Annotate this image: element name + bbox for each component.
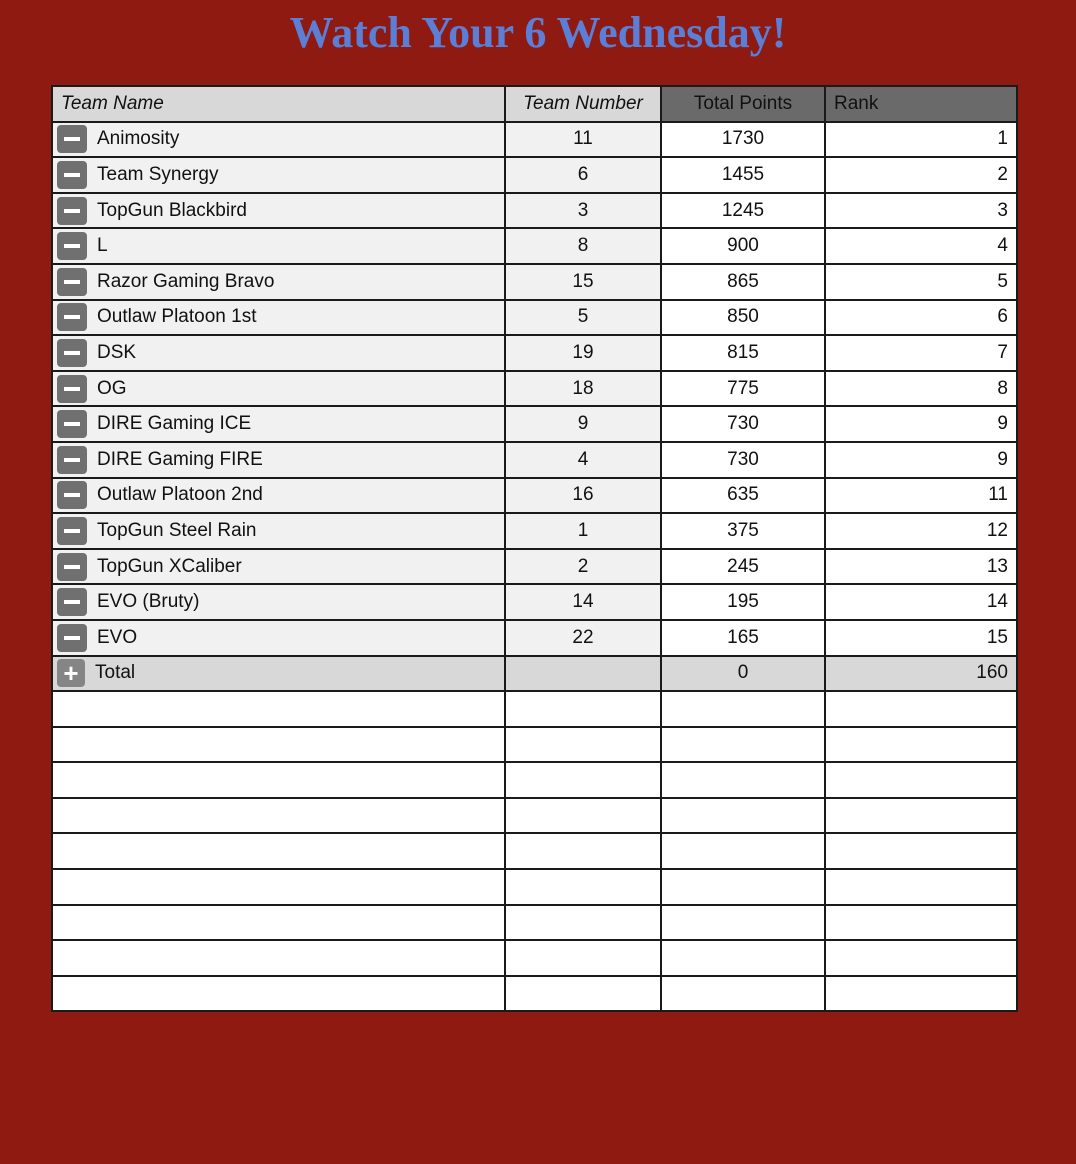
team-number-cell[interactable]: 18 — [505, 371, 661, 407]
team-name-wrap — [57, 553, 496, 581]
team-name-wrap — [57, 517, 496, 545]
total-points-cell[interactable]: 730 — [661, 406, 825, 442]
column-header-rank[interactable]: Rank — [825, 86, 1017, 122]
empty-cell[interactable] — [661, 691, 825, 727]
rank-cell[interactable]: 1 — [825, 122, 1017, 158]
team-name: L — [97, 235, 108, 257]
total-label: Total — [95, 662, 136, 684]
minus-icon-bar — [64, 493, 80, 497]
team-number-cell[interactable]: 16 — [505, 478, 661, 514]
empty-cell[interactable] — [52, 833, 505, 869]
team-name-cell[interactable] — [52, 549, 505, 585]
team-name-cell[interactable] — [52, 228, 505, 264]
table-row — [52, 478, 1017, 514]
team-name-wrap — [57, 268, 496, 296]
team-name-wrap — [57, 303, 496, 331]
team-name: TopGun Blackbird — [97, 199, 247, 221]
total-points-cell[interactable]: 195 — [661, 584, 825, 620]
total-points-cell[interactable]: 165 — [661, 620, 825, 656]
team-name-wrap — [57, 624, 496, 652]
empty-cell[interactable] — [825, 691, 1017, 727]
rank-cell[interactable]: 5 — [825, 264, 1017, 300]
rank-cell[interactable]: 9 — [825, 442, 1017, 478]
table-row — [52, 157, 1017, 193]
table-row — [52, 549, 1017, 585]
rank-cell[interactable]: 15 — [825, 620, 1017, 656]
rank-cell[interactable]: 2 — [825, 157, 1017, 193]
team-name-cell[interactable] — [52, 584, 505, 620]
team-name-wrap — [57, 161, 496, 189]
rank-cell[interactable]: 9 — [825, 406, 1017, 442]
empty-cell[interactable] — [505, 762, 661, 798]
total-points-cell[interactable]: 815 — [661, 335, 825, 371]
empty-cell[interactable] — [505, 798, 661, 834]
rank-cell[interactable]: 6 — [825, 300, 1017, 336]
team-name-cell[interactable] — [52, 513, 505, 549]
team-name: Team Synergy — [97, 163, 219, 185]
team-name-cell[interactable] — [52, 406, 505, 442]
total-points-cell[interactable]: 850 — [661, 300, 825, 336]
minus-icon-bar — [64, 351, 80, 355]
total-points-cell[interactable]: 1730 — [661, 122, 825, 158]
team-number-cell[interactable]: 8 — [505, 228, 661, 264]
table-row — [52, 193, 1017, 229]
empty-cell[interactable] — [661, 833, 825, 869]
table-row — [52, 228, 1017, 264]
empty-cell[interactable] — [661, 762, 825, 798]
team-name-cell[interactable] — [52, 442, 505, 478]
minus-icon-bar — [64, 209, 80, 213]
empty-cell[interactable] — [825, 833, 1017, 869]
team-name-cell[interactable] — [52, 335, 505, 371]
table-body — [52, 122, 1017, 1012]
team-number-cell[interactable]: 4 — [505, 442, 661, 478]
team-name: DIRE Gaming ICE — [97, 413, 252, 435]
minus-icon[interactable] — [57, 624, 87, 652]
total-number-cell[interactable] — [505, 656, 661, 692]
minus-icon[interactable] — [57, 339, 87, 367]
empty-cell[interactable] — [52, 976, 505, 1012]
minus-icon[interactable] — [57, 125, 87, 153]
minus-icon[interactable] — [57, 268, 87, 296]
team-number-cell[interactable]: 22 — [505, 620, 661, 656]
team-name: Outlaw Platoon 1st — [97, 306, 257, 328]
team-name-cell[interactable] — [52, 300, 505, 336]
team-number-cell[interactable]: 14 — [505, 584, 661, 620]
standings-table — [51, 85, 1018, 1012]
minus-icon[interactable] — [57, 517, 87, 545]
table-row — [52, 442, 1017, 478]
empty-cell[interactable] — [661, 798, 825, 834]
empty-cell[interactable] — [505, 833, 661, 869]
column-header-team-number[interactable]: Team Number — [505, 86, 661, 122]
minus-icon-bar — [64, 422, 80, 426]
team-number-cell[interactable]: 15 — [505, 264, 661, 300]
rank-cell[interactable]: 3 — [825, 193, 1017, 229]
team-name: EVO (Bruty) — [97, 591, 200, 613]
minus-icon-bar — [64, 137, 80, 141]
team-name: Animosity — [97, 128, 180, 150]
empty-cell[interactable] — [825, 762, 1017, 798]
empty-row — [52, 798, 1017, 834]
empty-row — [52, 691, 1017, 727]
total-label-cell[interactable] — [52, 656, 505, 692]
total-points-cell[interactable]: 865 — [661, 264, 825, 300]
team-number-cell[interactable]: 5 — [505, 300, 661, 336]
table-row — [52, 584, 1017, 620]
minus-icon-bar — [64, 244, 80, 248]
minus-icon-bar — [64, 458, 80, 462]
minus-icon[interactable] — [57, 232, 87, 260]
total-row — [52, 656, 1017, 692]
empty-cell[interactable] — [505, 691, 661, 727]
team-number-cell[interactable]: 19 — [505, 335, 661, 371]
empty-cell[interactable] — [661, 976, 825, 1012]
team-name-wrap — [57, 232, 496, 260]
team-name: DSK — [97, 341, 137, 363]
team-name-cell[interactable] — [52, 157, 505, 193]
team-number-cell[interactable]: 3 — [505, 193, 661, 229]
minus-icon[interactable] — [57, 481, 87, 509]
empty-cell[interactable] — [661, 940, 825, 976]
minus-icon[interactable] — [57, 446, 87, 474]
team-number-cell[interactable]: 2 — [505, 549, 661, 585]
team-name-cell[interactable] — [52, 371, 505, 407]
minus-icon[interactable] — [57, 588, 87, 616]
table-row — [52, 335, 1017, 371]
empty-cell[interactable] — [505, 976, 661, 1012]
minus-icon-bar — [64, 600, 80, 604]
team-name-wrap — [57, 197, 496, 225]
total-points-cell[interactable]: 1455 — [661, 157, 825, 193]
table-row — [52, 122, 1017, 158]
team-number-cell[interactable]: 9 — [505, 406, 661, 442]
rank-cell[interactable]: 11 — [825, 478, 1017, 514]
minus-icon-bar — [64, 280, 80, 284]
team-number-cell[interactable]: 11 — [505, 122, 661, 158]
table-row — [52, 406, 1017, 442]
empty-cell[interactable] — [52, 762, 505, 798]
empty-row — [52, 833, 1017, 869]
empty-row — [52, 869, 1017, 905]
total-points-cell[interactable]: 375 — [661, 513, 825, 549]
empty-row — [52, 976, 1017, 1012]
empty-cell[interactable] — [52, 691, 505, 727]
team-name-cell[interactable] — [52, 478, 505, 514]
rank-cell[interactable]: 8 — [825, 371, 1017, 407]
team-name-wrap — [57, 588, 496, 616]
team-name: EVO — [97, 626, 138, 648]
total-points-cell[interactable]: 245 — [661, 549, 825, 585]
rank-cell[interactable]: 13 — [825, 549, 1017, 585]
minus-icon[interactable] — [57, 553, 87, 581]
minus-icon[interactable] — [57, 375, 87, 403]
team-number-cell[interactable]: 6 — [505, 157, 661, 193]
team-name-wrap — [57, 410, 496, 438]
empty-cell[interactable] — [52, 869, 505, 905]
empty-cell[interactable] — [825, 940, 1017, 976]
team-name-cell[interactable] — [52, 264, 505, 300]
empty-cell[interactable] — [825, 727, 1017, 763]
table-row — [52, 371, 1017, 407]
empty-cell[interactable] — [505, 905, 661, 941]
team-name: Outlaw Platoon 2nd — [97, 484, 263, 506]
minus-icon[interactable] — [57, 161, 87, 189]
minus-icon-bar — [64, 315, 80, 319]
total-label-wrap — [57, 659, 496, 687]
minus-icon-bar — [64, 565, 80, 569]
empty-cell[interactable] — [52, 798, 505, 834]
empty-cell[interactable] — [505, 727, 661, 763]
rank-cell[interactable]: 14 — [825, 584, 1017, 620]
empty-cell[interactable] — [52, 940, 505, 976]
team-name: TopGun Steel Rain — [97, 519, 257, 541]
total-points-cell[interactable]: 775 — [661, 371, 825, 407]
table-row — [52, 620, 1017, 656]
empty-cell[interactable] — [52, 727, 505, 763]
empty-cell[interactable] — [661, 727, 825, 763]
empty-cell[interactable] — [505, 940, 661, 976]
empty-cell[interactable] — [52, 905, 505, 941]
empty-row — [52, 940, 1017, 976]
total-points-cell[interactable]: 635 — [661, 478, 825, 514]
team-name-wrap — [57, 125, 496, 153]
empty-cell[interactable] — [505, 869, 661, 905]
column-header-total-points[interactable]: Total Points — [661, 86, 825, 122]
team-name: Razor Gaming Bravo — [97, 270, 275, 292]
minus-icon-bar — [64, 636, 80, 640]
team-name-cell[interactable] — [52, 620, 505, 656]
team-name-cell[interactable] — [52, 193, 505, 229]
minus-icon-bar — [64, 173, 80, 177]
rank-cell[interactable]: 12 — [825, 513, 1017, 549]
total-points-cell[interactable]: 730 — [661, 442, 825, 478]
header-row — [52, 86, 1017, 122]
rank-cell[interactable]: 7 — [825, 335, 1017, 371]
team-name-wrap — [57, 446, 496, 474]
minus-icon-bar — [64, 529, 80, 533]
page-title: Watch Your 6 Wednesday! — [289, 8, 787, 57]
empty-cell[interactable] — [825, 976, 1017, 1012]
team-name: TopGun XCaliber — [97, 555, 242, 577]
empty-row — [52, 727, 1017, 763]
total-rank-cell[interactable]: 160 — [825, 656, 1017, 692]
empty-cell[interactable] — [825, 905, 1017, 941]
total-points-cell[interactable]: 900 — [661, 228, 825, 264]
team-number-cell[interactable]: 1 — [505, 513, 661, 549]
team-name: DIRE Gaming FIRE — [97, 448, 263, 470]
total-points-cell[interactable]: 1245 — [661, 193, 825, 229]
column-header-team-name[interactable]: Team Name — [52, 86, 505, 122]
table-row — [52, 513, 1017, 549]
empty-cell[interactable] — [661, 869, 825, 905]
minus-icon[interactable] — [57, 197, 87, 225]
minus-icon[interactable] — [57, 303, 87, 331]
minus-icon-bar — [64, 387, 80, 391]
total-points-cell[interactable]: 0 — [661, 656, 825, 692]
rank-cell[interactable]: 4 — [825, 228, 1017, 264]
team-name-wrap — [57, 481, 496, 509]
table-row — [52, 264, 1017, 300]
team-name-cell[interactable] — [52, 122, 505, 158]
team-name: OG — [97, 377, 127, 399]
team-name-wrap — [57, 339, 496, 367]
empty-cell[interactable] — [825, 798, 1017, 834]
empty-cell[interactable] — [825, 869, 1017, 905]
plus-icon[interactable]: + — [57, 659, 85, 687]
minus-icon[interactable] — [57, 410, 87, 438]
empty-row — [52, 905, 1017, 941]
team-name-wrap — [57, 375, 496, 403]
empty-row — [52, 762, 1017, 798]
table-row — [52, 300, 1017, 336]
empty-cell[interactable] — [661, 905, 825, 941]
